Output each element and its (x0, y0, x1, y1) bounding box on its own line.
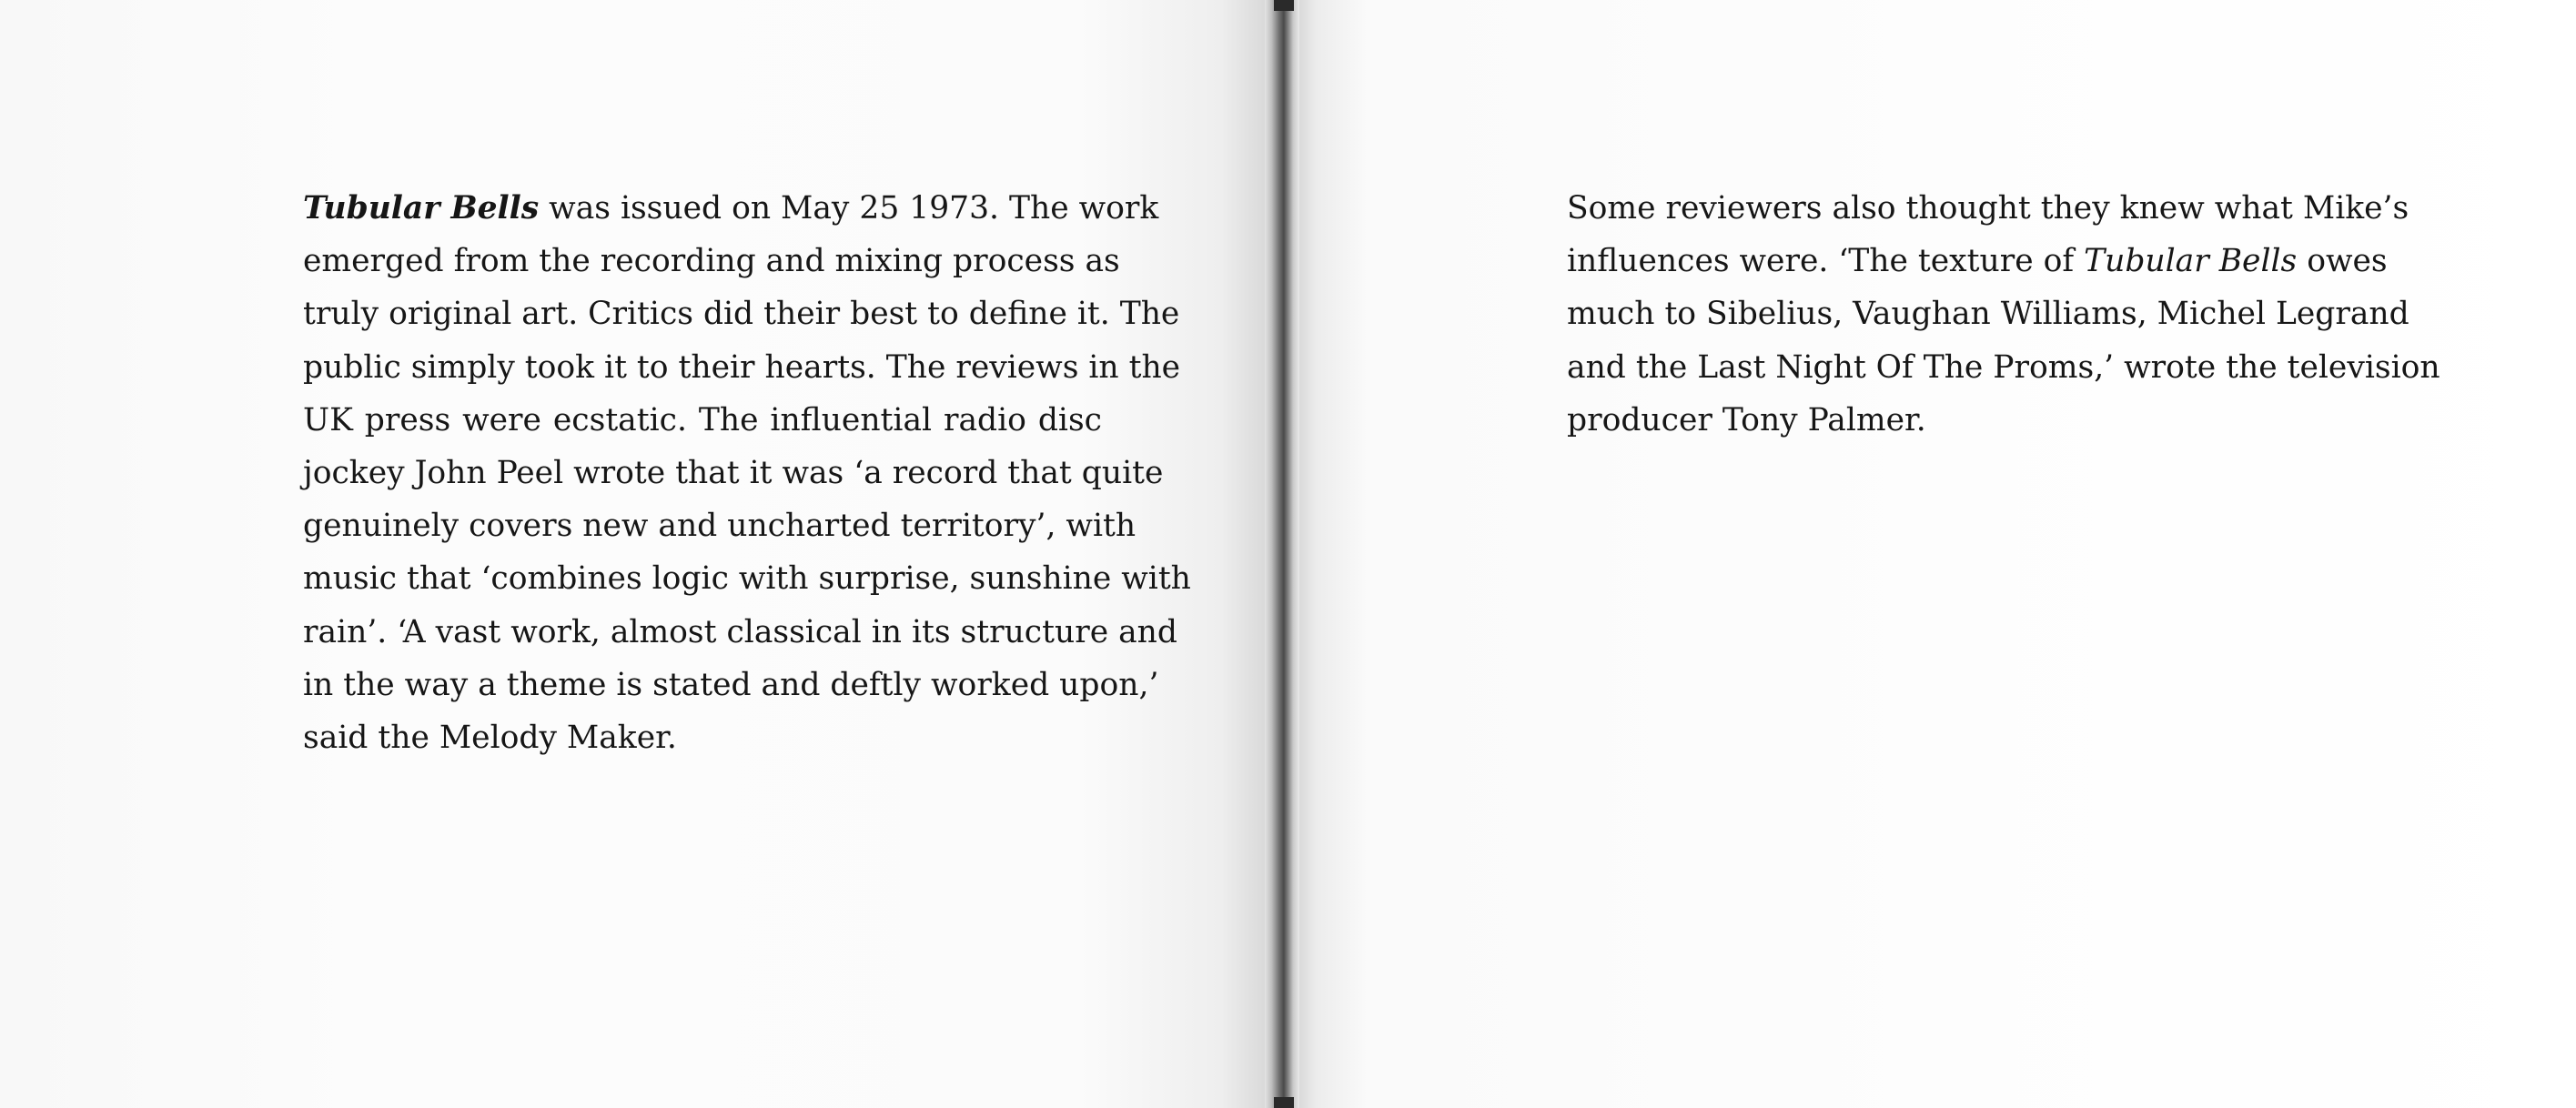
paragraph-line: producer Tony Palmer. (1567, 401, 1926, 438)
paragraph-line: emerged from the recording and mixing process as (303, 243, 1120, 280)
paragraph-line: said the Melody Maker. (303, 720, 677, 757)
line-text: was issued on May 25 1973. The work (539, 190, 1159, 227)
paragraph-line: jockey John Peel wrote that it was ‘a record that quite (303, 455, 1164, 492)
paragraph-line (1567, 235, 2388, 287)
paragraph-line: UK press were ecstatic. The influential radio disc (303, 401, 1102, 438)
left-page-paragraph (303, 182, 1191, 764)
album-title: Tubular Bells (2084, 243, 2298, 280)
right-page (1290, 0, 2576, 1108)
album-title: Tubular Bells (303, 190, 540, 227)
spine-edge-bottom (1274, 1097, 1294, 1108)
paragraph-line: and the Last Night Of The Proms,’ wrote the television (1567, 348, 2440, 386)
paragraph-line: music that ‘combines logic with surprise, sunshine with (303, 560, 1191, 598)
paragraph-line: much to Sibelius, Vaughan Williams, Michel Legrand (1567, 296, 2409, 333)
spine-edge-top (1274, 0, 1294, 11)
paragraph-line: public simply took it to their hearts. The reviews in the (303, 348, 1181, 386)
line-text: influences were. ‘The texture of (1567, 243, 2085, 280)
right-page-paragraph (1567, 182, 2440, 447)
line-text: owes (2297, 243, 2388, 280)
paragraph-line: Some reviewers also thought they knew what Mike’s (1567, 190, 2409, 227)
paragraph-line: rain’. ‘A vast work, almost classical in its structure and (303, 613, 1177, 650)
paragraph-line (303, 182, 1159, 235)
paragraph-line: truly original art. Critics did their best to define it. The (303, 296, 1180, 333)
book-gutter (1265, 0, 1299, 1108)
paragraph-line: genuinely covers new and uncharted territory’, with (303, 508, 1136, 545)
paragraph-line: in the way a theme is stated and deftly worked upon,’ (303, 666, 1159, 703)
